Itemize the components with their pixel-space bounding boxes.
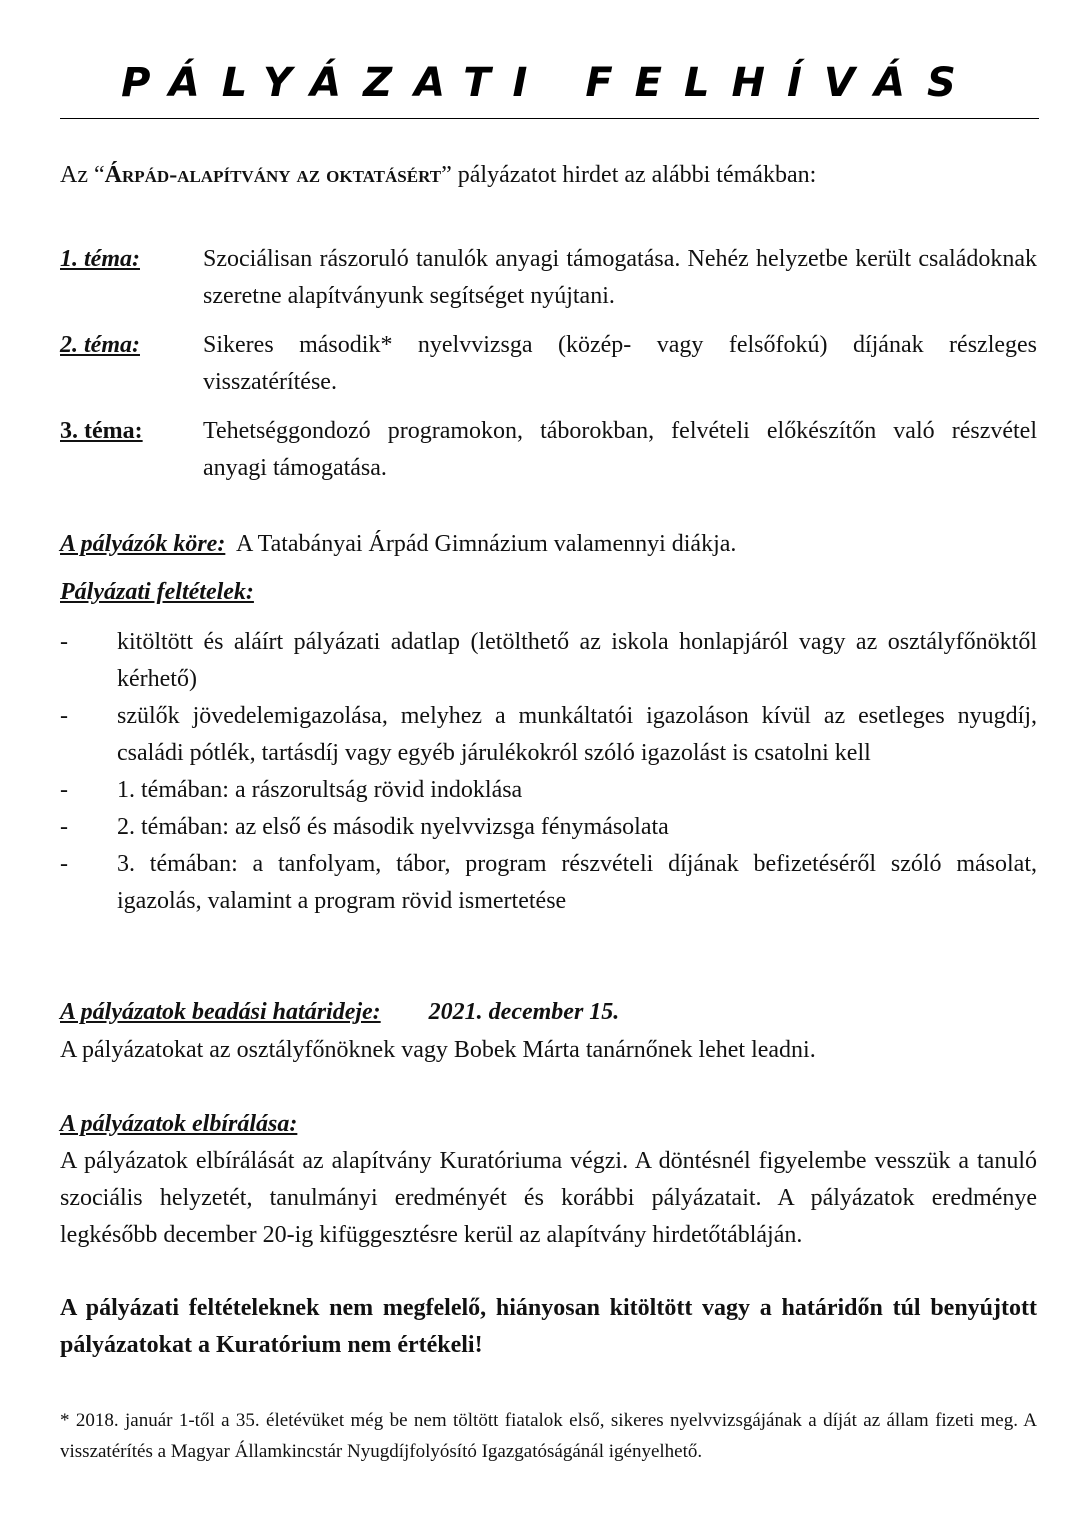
- footnote: * 2018. január 1-től a 35. életévüket még be nem töltött fiatalok első, sikeres nyelvvizsgájának a díját az állam fizeti meg. A visszatérítés a Magyar Államkincstár Nyugdíjfolyósító Igazgatóságánál igényelhető.: [60, 1410, 1037, 1462]
- deadline-text: A pályázatokat az osztályfőnöknek vagy Bobek Márta tanárnőnek lehet leadni.: [60, 1037, 816, 1063]
- document-title: PÁLYÁZATI FELHÍVÁS: [121, 60, 978, 106]
- list-item-text: kitöltött és aláírt pályázati adatlap (letölthető az iskola honlapjáról vagy az osztályfőnöktől kérhető): [117, 629, 1037, 692]
- intro-prefix: Az “: [60, 162, 105, 188]
- deadline-line: [60, 994, 1037, 1031]
- topic-label: 2. téma:: [60, 332, 140, 358]
- topic-2: [60, 327, 1037, 401]
- evaluation-heading: [60, 1106, 1037, 1143]
- topic-1: [60, 241, 1037, 315]
- bullet-marker: -: [60, 629, 68, 655]
- evaluation-text: A pályázatok elbírálását az alapítvány Kuratóriuma végzi. A döntésnél figyelembe vesszük a tanuló szociális helyzetét, tanulmányi eredményét és korábbi pályázatait. A pályázatok eredménye legkésőbb december 20-ig kifüggesztésre kerül az alapítvány hirdetőtábláján.: [60, 1148, 1037, 1248]
- topic-text: Tehetséggondozó programokon, táborokban, felvételi előkészítőn való részvétel anyagi támogatása.: [203, 418, 1037, 481]
- title-divider: [60, 118, 1039, 119]
- warning-text: A pályázati feltételeknek nem megfelelő, hiányosan kitöltött vagy a határidőn túl benyújtott pályázatokat a Kuratórium nem értékeli!: [60, 1295, 1037, 1358]
- bullet-marker: -: [60, 777, 68, 803]
- intro-suffix: ” pályázatot hirdet az alábbi témákban:: [441, 162, 817, 188]
- topic-label: 3. téma:: [60, 418, 143, 444]
- conditions-label: Pályázati feltételek:: [60, 579, 254, 605]
- list-item-text: szülők jövedelemigazolása, melyhez a munkáltatói igazoláson kívül az esetleges nyugdíj, családi pótlék, tartásdíj vagy egyéb járulékokról szóló igazolást is csatolni kell: [117, 703, 1037, 766]
- list-item: [60, 772, 1037, 809]
- topic-3: [60, 413, 1037, 487]
- applicants-line: [60, 526, 1037, 563]
- topic-text: Szociálisan rászoruló tanulók anyagi támogatása. Nehéz helyzetbe került családoknak szeretne alapítványunk segítséget nyújtani.: [203, 246, 1037, 309]
- evaluation-label: A pályázatok elbírálása:: [60, 1111, 298, 1137]
- list-item-text: 3. témában: a tanfolyam, tábor, program részvételi díjának befizetéséről szóló másolat, igazolás, valamint a program rövid ismertetése: [117, 851, 1037, 914]
- list-item-text: 2. témában: az első és második nyelvvizsga fénymásolata: [117, 814, 669, 840]
- deadline-label: A pályázatok beadási határideje:: [60, 999, 381, 1025]
- applicants-label: A pályázók köre:: [60, 531, 226, 557]
- bullet-marker: -: [60, 851, 68, 877]
- bullet-marker: -: [60, 814, 68, 840]
- topic-label: 1. téma:: [60, 246, 140, 272]
- deadline-date: 2021. december 15.: [428, 999, 620, 1025]
- organization-name: Árpád-alapítvány az oktatásért: [104, 162, 442, 188]
- bullet-marker: -: [60, 703, 68, 729]
- conditions-heading: [60, 574, 1037, 611]
- topic-text: Sikeres második* nyelvvizsga (közép- vagy felsőfokú) díjának részleges visszatérítése.: [203, 332, 1037, 395]
- applicants-text: A Tatabányai Árpád Gimnázium valamennyi diákja.: [236, 531, 737, 557]
- conditions-list: [60, 624, 1037, 920]
- list-item-text: 1. témában: a rászorultság rövid indoklása: [117, 777, 523, 803]
- list-item: [60, 809, 1037, 846]
- list-item: [60, 624, 1037, 698]
- intro-paragraph: [60, 158, 1040, 192]
- list-item: [60, 846, 1037, 920]
- list-item: [60, 698, 1037, 772]
